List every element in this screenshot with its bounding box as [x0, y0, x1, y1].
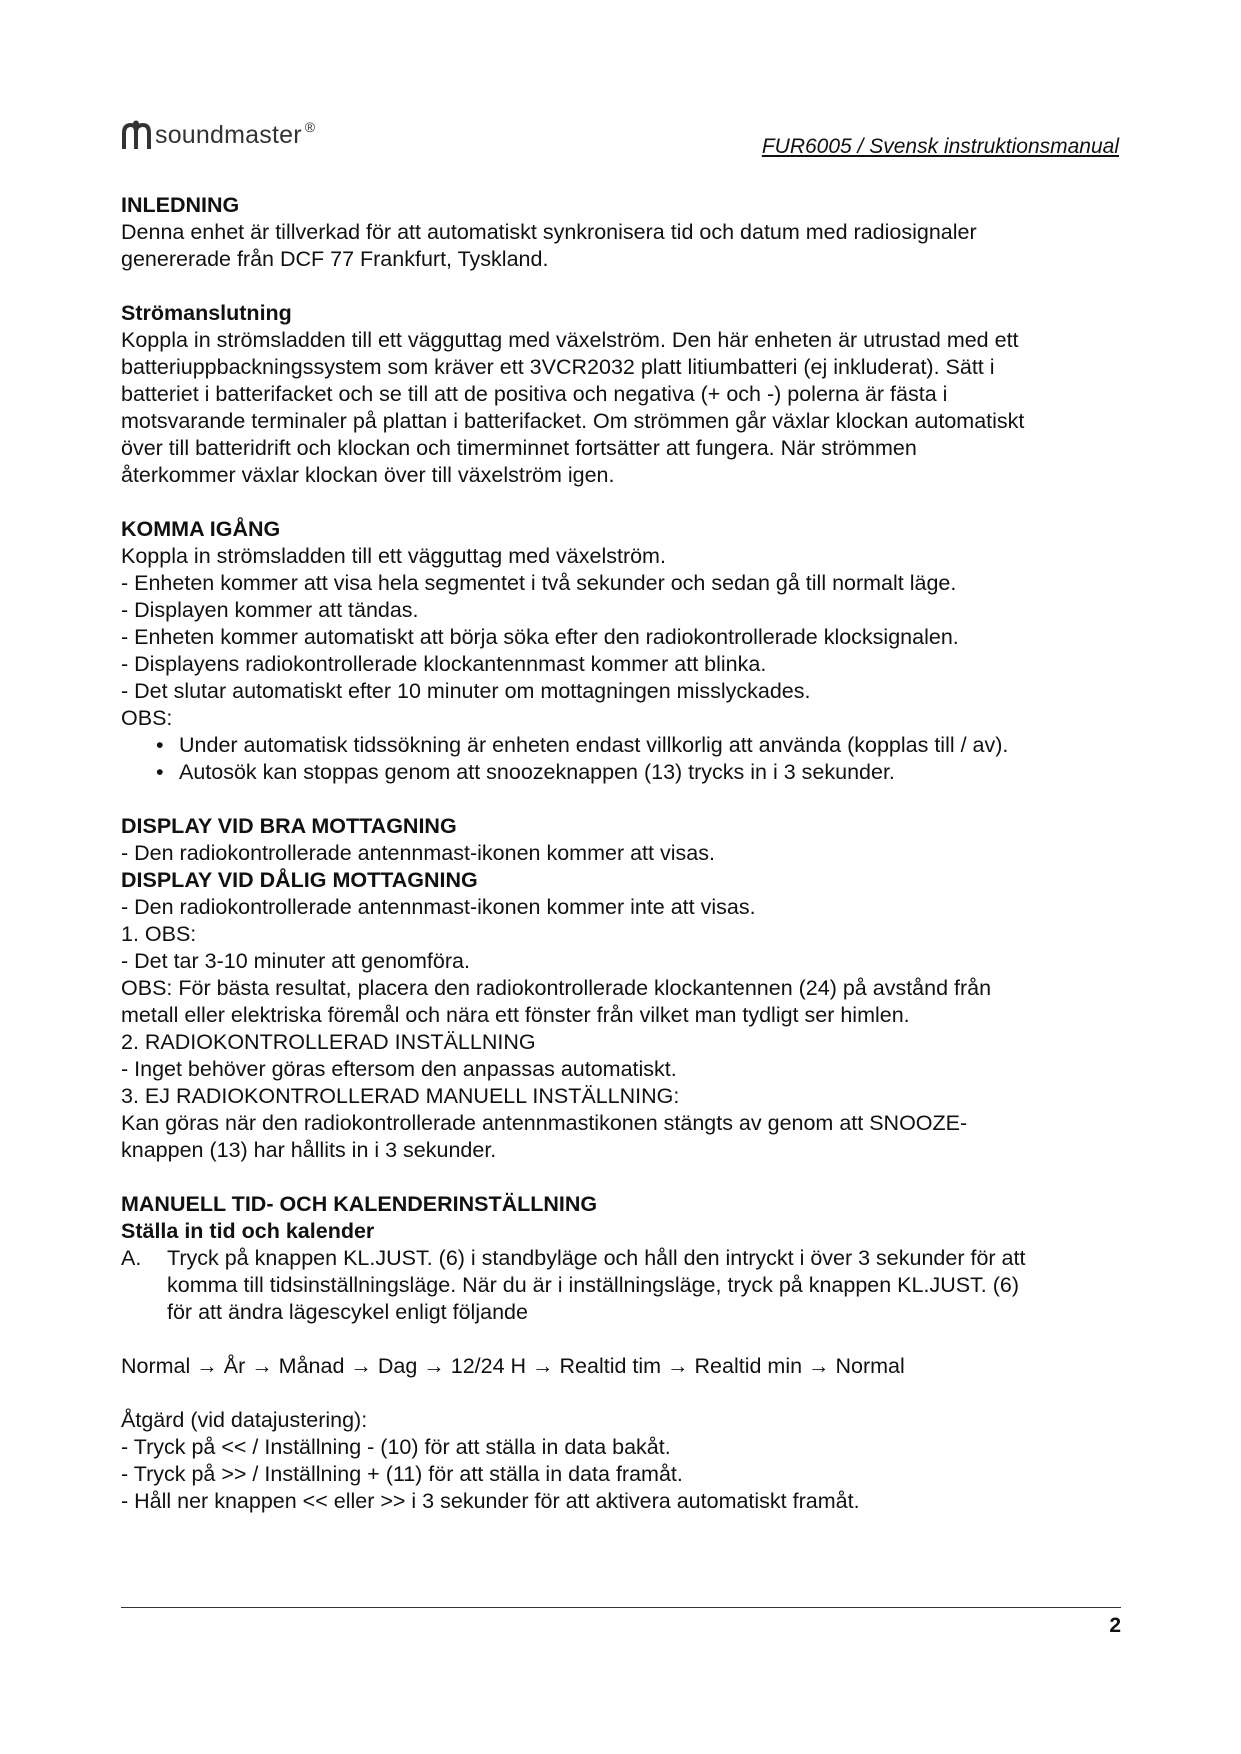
bullet-list	[121, 732, 1121, 786]
list-item: - Enheten kommer att visa hela segmentet i två sekunder och sedan gå till normalt läge.	[121, 571, 957, 595]
action-title: Åtgärd (vid datajustering):	[121, 1408, 368, 1432]
section-heading-manuell: MANUELL TID- OCH KALENDERINSTÄLLNING	[121, 1192, 598, 1216]
list-item: - Tryck på << / Inställning - (10) för att ställa in data bakåt.	[121, 1435, 671, 1459]
section-heading-komma-igang: KOMMA IGÅNG	[121, 517, 281, 541]
list-item: - Håll ner knappen << eller >> i 3 sekunder för att aktivera automatiskt framåt.	[121, 1489, 860, 1513]
paragraph-line: batteriet i batterifacket och se till att de positiva och negativa (+ och -) polerna är fästa i	[121, 382, 948, 406]
main-content	[121, 192, 1121, 1515]
bullet-item: • Autosök kan stoppas genom att snoozeknappen (13) trycks in i 3 sekunder.	[156, 759, 1121, 786]
paragraph-line: motsvarande terminaler på plattan i batterifacket. Om strömmen går växlar klockan automatiskt	[121, 409, 1025, 433]
list-item: - Displayen kommer att tändas.	[121, 598, 419, 622]
list-item: - Enheten kommer automatiskt att börja söka efter den radiokontrollerade klocksignalen.	[121, 625, 959, 649]
step-line: Tryck på knappen KL.JUST. (6) i standbyläge och håll den intryckt i över 3 sekunder för att	[167, 1246, 1026, 1270]
list-item: 1. OBS:	[121, 922, 197, 946]
list-item: 3. EJ RADIOKONTROLLERAD MANUELL INSTÄLLNING:	[121, 1084, 680, 1108]
list-item: - Den radiokontrollerade antennmast-ikonen kommer inte att visas.	[121, 895, 756, 919]
section-heading-inledning: INLEDNING	[121, 193, 240, 217]
paragraph-line: metall eller elektriska föremål och nära ett fönster från vilket man tydligt ser himlen.	[121, 1003, 910, 1027]
step-line: för att ändra lägescykel enligt följande	[167, 1300, 528, 1324]
paragraph-line: Denna enhet är tillverkad för att automatiskt synkronisera tid och datum med radiosignaler	[121, 220, 977, 244]
list-item: - Det slutar automatiskt efter 10 minuter om mottagningen misslyckades.	[121, 679, 811, 703]
list-item: - Displayens radiokontrollerade klockantennmast kommer att blinka.	[121, 652, 767, 676]
paragraph-line: återkommer växlar klockan över till växelström igen.	[121, 463, 615, 487]
registered-mark: ®	[304, 119, 316, 135]
list-item: 2. RADIOKONTROLLERAD INSTÄLLNING	[121, 1030, 536, 1054]
paragraph-line: Koppla in strömsladden till ett vägguttag med växelström.	[121, 544, 666, 568]
step-line: komma till tidsinställningsläge. När du är i inställningsläge, tryck på knappen KL.JUST. (6)	[167, 1273, 1020, 1297]
paragraph-line: Kan göras när den radiokontrollerade antennmastikonen stängts av genom att SNOOZE-	[121, 1111, 968, 1135]
document-title: FUR6005 / Svensk instruktionsmanual	[761, 135, 1119, 158]
paragraph-line: knappen (13) har hållits in i 3 sekunder.	[121, 1138, 497, 1162]
section-heading-display-bra: DISPLAY VID BRA MOTTAGNING	[121, 814, 457, 838]
footer-divider	[121, 1607, 1121, 1608]
paragraph-line: OBS: För bästa resultat, placera den radiokontrollerade klockantennen (24) på avstånd från	[121, 976, 992, 1000]
list-item: - Inget behöver göras eftersom den anpassas automatiskt.	[121, 1057, 677, 1081]
paragraph-line: batteriuppbackningssystem som kräver ett 3VCR2032 platt litiumbatteri (ej inkluderat). Sätt i	[121, 355, 995, 379]
step-a	[121, 1245, 1121, 1326]
paragraph-line: över till batteridrift och klockan och timerminnet fortsätter att fungera. När strömmen	[121, 436, 917, 460]
obs-label: OBS:	[121, 706, 173, 730]
subsection-heading: Ställa in tid och kalender	[121, 1219, 375, 1243]
soundmaster-logo	[121, 120, 315, 150]
list-item: - Tryck på >> / Inställning + (11) för att ställa in data framåt.	[121, 1462, 683, 1486]
soundmaster-logo-icon	[121, 120, 151, 150]
list-item: - Det tar 3-10 minuter att genomföra.	[121, 949, 470, 973]
mode-cycle: Normal → År → Månad → Dag → 12/24 H → Realtid tim → Realtid min → Normal	[121, 1354, 905, 1378]
step-label: A.	[121, 1246, 142, 1270]
paragraph-line: Koppla in strömsladden till ett vägguttag med växelström. Den här enheten är utrustad med ett	[121, 328, 1019, 352]
bullet-item: • Under automatisk tidssökning är enheten endast villkorlig att använda (kopplas till / av).	[156, 732, 1121, 759]
list-item: - Den radiokontrollerade antennmast-ikonen kommer att visas.	[121, 841, 715, 865]
brand-name: soundmaster	[155, 120, 302, 149]
paragraph-line: genererade från DCF 77 Frankfurt, Tyskland.	[121, 247, 549, 271]
section-heading-display-dalig: DISPLAY VID DÅLIG MOTTAGNING	[121, 868, 478, 892]
section-heading-stromanslutning: Strömanslutning	[121, 301, 292, 325]
page-number: 2	[1109, 1614, 1121, 1637]
